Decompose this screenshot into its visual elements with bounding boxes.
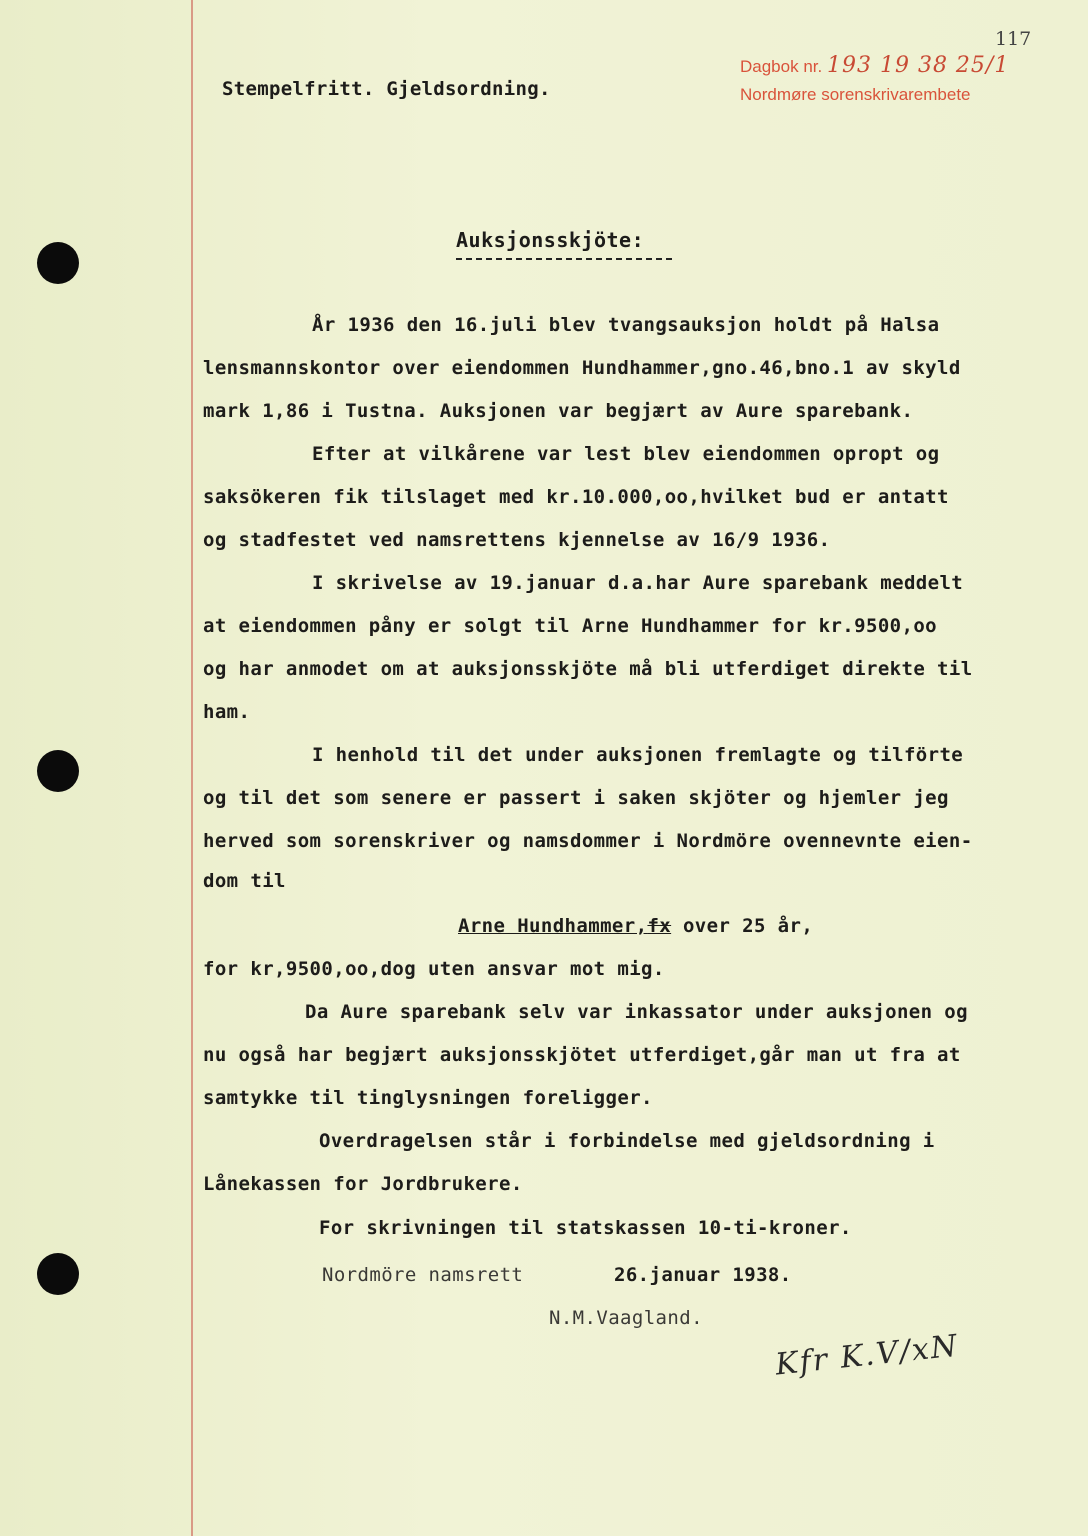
handwritten-signature: Kfr K.V/xN [773,1328,961,1383]
text-line: Lånekassen for Jordbrukere. [203,1173,523,1195]
stamp-handwritten-number: 193 19 38 25/1 [826,53,1010,78]
court-name: Nordmöre namsrett [322,1264,524,1286]
text-line: samtykke til tinglysningen foreligger. [203,1087,653,1109]
text-line: For skrivningen til statskassen 10-ti-kroner. [319,1217,852,1239]
text-line: År 1936 den 16.juli blev tvangsauksjon holdt på Halsa [312,314,940,336]
binder-hole-top [37,242,79,284]
text-line: at eiendommen påny er solgt til Arne Hundhammer for kr.9500,oo [203,615,938,637]
grantee-line [458,915,813,937]
closing-date: 26.januar 1938. [614,1264,792,1286]
text-line: Efter at vilkårene var lest blev eiendommen opropt og [312,443,940,465]
document-title: Auksjonsskjöte: [456,228,645,252]
title-underline [456,258,672,260]
text-line: nu også har begjært auksjonsskjötet utferdiget,går man ut fra at [203,1044,961,1066]
registry-stamp [740,52,1009,109]
text-line: I skrivelse av 19.januar d.a.har Aure sparebank meddelt [312,572,964,594]
text-line: for kr,9500,oo,dog uten ansvar mot mig. [203,958,665,980]
binder-hole-bottom [37,1253,79,1295]
binder-hole-middle [37,750,79,792]
header-note: Stempelfritt. Gjeldsordning. [222,78,551,100]
text-line: Overdragelsen står i forbindelse med gjeldsordning i [319,1130,935,1152]
text-line: og til det som senere er passert i saken skjöter og hjemler jeg [203,787,949,809]
text-line: og stadfestet ved namsrettens kjennelse av 16/9 1936. [203,529,831,551]
text-line: mark 1,86 i Tustna. Auksjonen var begjært av Aure sparebank. [203,400,914,422]
text-line: saksökeren fik tilslaget med kr.10.000,oo,hvilket bud er antatt [203,486,949,508]
grantee-name: Arne Hundhammer, [458,915,648,937]
grantee-age: over 25 år, [682,915,814,937]
signer-name: N.M.Vaagland. [549,1307,703,1329]
text-line: lensmannskontor over eiendommen Hundhammer,gno.46,bno.1 av skyld [203,357,961,379]
text-line: ham. [203,701,251,723]
text-line: dom til [203,870,286,892]
text-line: herved som sorenskriver og namsdommer i Nordmöre ovennevnte eien- [203,830,973,852]
text-line: og har anmodet om at auksjonsskjöte må bli utferdiget direkte til [203,658,973,680]
margin-rule [191,0,193,1536]
stamp-dagbok-label: Dagbok nr. [740,57,823,76]
text-line: I henhold til det under auksjonen fremlagte og tilförte [312,744,964,766]
page-number: 117 [995,28,1032,50]
grantee-struck: fx [647,915,672,937]
text-line: Da Aure sparebank selv var inkassator under auksjonen og [305,1001,968,1023]
stamp-office: Nordmøre sorenskrivarembete [740,85,971,104]
